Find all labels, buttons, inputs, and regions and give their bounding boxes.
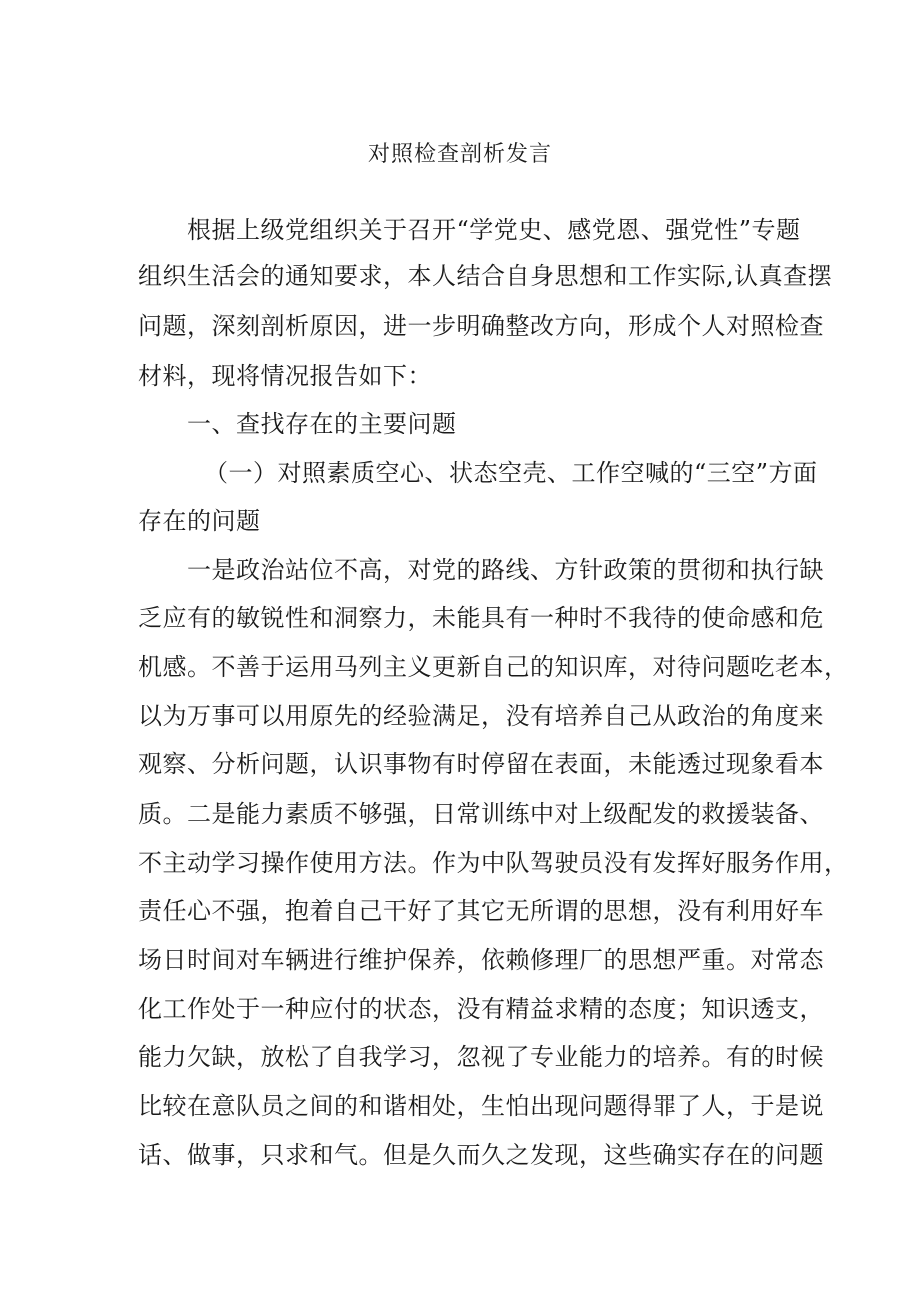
body-paragraph-line-12: 比较在意队员之间的和谐相处，生怕出现问题得罪了人，于是说 xyxy=(138,1092,824,1120)
subsection-heading-1-line-2: 存在的问题 xyxy=(138,507,261,535)
body-paragraph-line-4: 以为万事可以用原先的经验满足，没有培养自己从政治的角度来 xyxy=(138,702,824,730)
body-paragraph-line-1: 一是政治站位不高，对党的路线、方针政策的贯彻和执行缺 xyxy=(187,556,824,584)
body-paragraph-line-5: 观察、分析问题，认识事物有时停留在表面，未能透过现象看本 xyxy=(138,750,824,778)
body-paragraph-line-7: 不主动学习操作使用方法。作为中队驾驶员没有发挥好服务作用， xyxy=(138,849,849,877)
body-paragraph-line-2: 乏应有的敏锐性和洞察力，未能具有一种时不我待的使命感和危 xyxy=(138,604,824,632)
body-paragraph-line-11: 能力欠缺，放松了自我学习，忽视了专业能力的培养。有的时候 xyxy=(138,1043,824,1071)
paragraph-intro-line-4: 材料，现将情况报告如下： xyxy=(138,362,432,390)
body-paragraph-line-9: 场日时间对车辆进行维护保养，依赖修理厂的思想严重。对常态 xyxy=(138,946,824,974)
body-paragraph-line-3: 机感。不善于运用马列主义更新自己的知识库，对待问题吃老本， xyxy=(138,653,849,681)
section-heading-1: 一、查找存在的主要问题 xyxy=(187,410,457,438)
body-paragraph-line-13: 话、做事，只求和气。但是久而久之发现，这些确实存在的问题 xyxy=(138,1141,824,1169)
paragraph-intro-line-2: 组织生活会的通知要求，本人结合自身思想和工作实际,认真查摆 xyxy=(138,262,833,290)
paragraph-intro-line-1: 根据上级党组织关于召开“学党史、感党恩、强党性”专题 xyxy=(187,216,801,244)
body-paragraph-line-8: 责任心不强，抱着自己干好了其它无所谓的思想，没有利用好车 xyxy=(138,897,824,925)
body-paragraph-line-6: 质。二是能力素质不够强，日常训练中对上级配发的救援装备、 xyxy=(138,800,824,828)
paragraph-intro-line-3: 问题，深刻剖析原因，进一步明确整改方向，形成个人对照检查 xyxy=(138,312,824,340)
document-title: 对照检查剖析发言 xyxy=(367,142,552,167)
body-paragraph-line-10: 化工作处于一种应付的状态，没有精益求精的态度；知识透支， xyxy=(138,995,824,1023)
subsection-heading-1-line-1: （一）对照素质空心、状态空壳、工作空喊的“三空”方面 xyxy=(204,459,818,487)
